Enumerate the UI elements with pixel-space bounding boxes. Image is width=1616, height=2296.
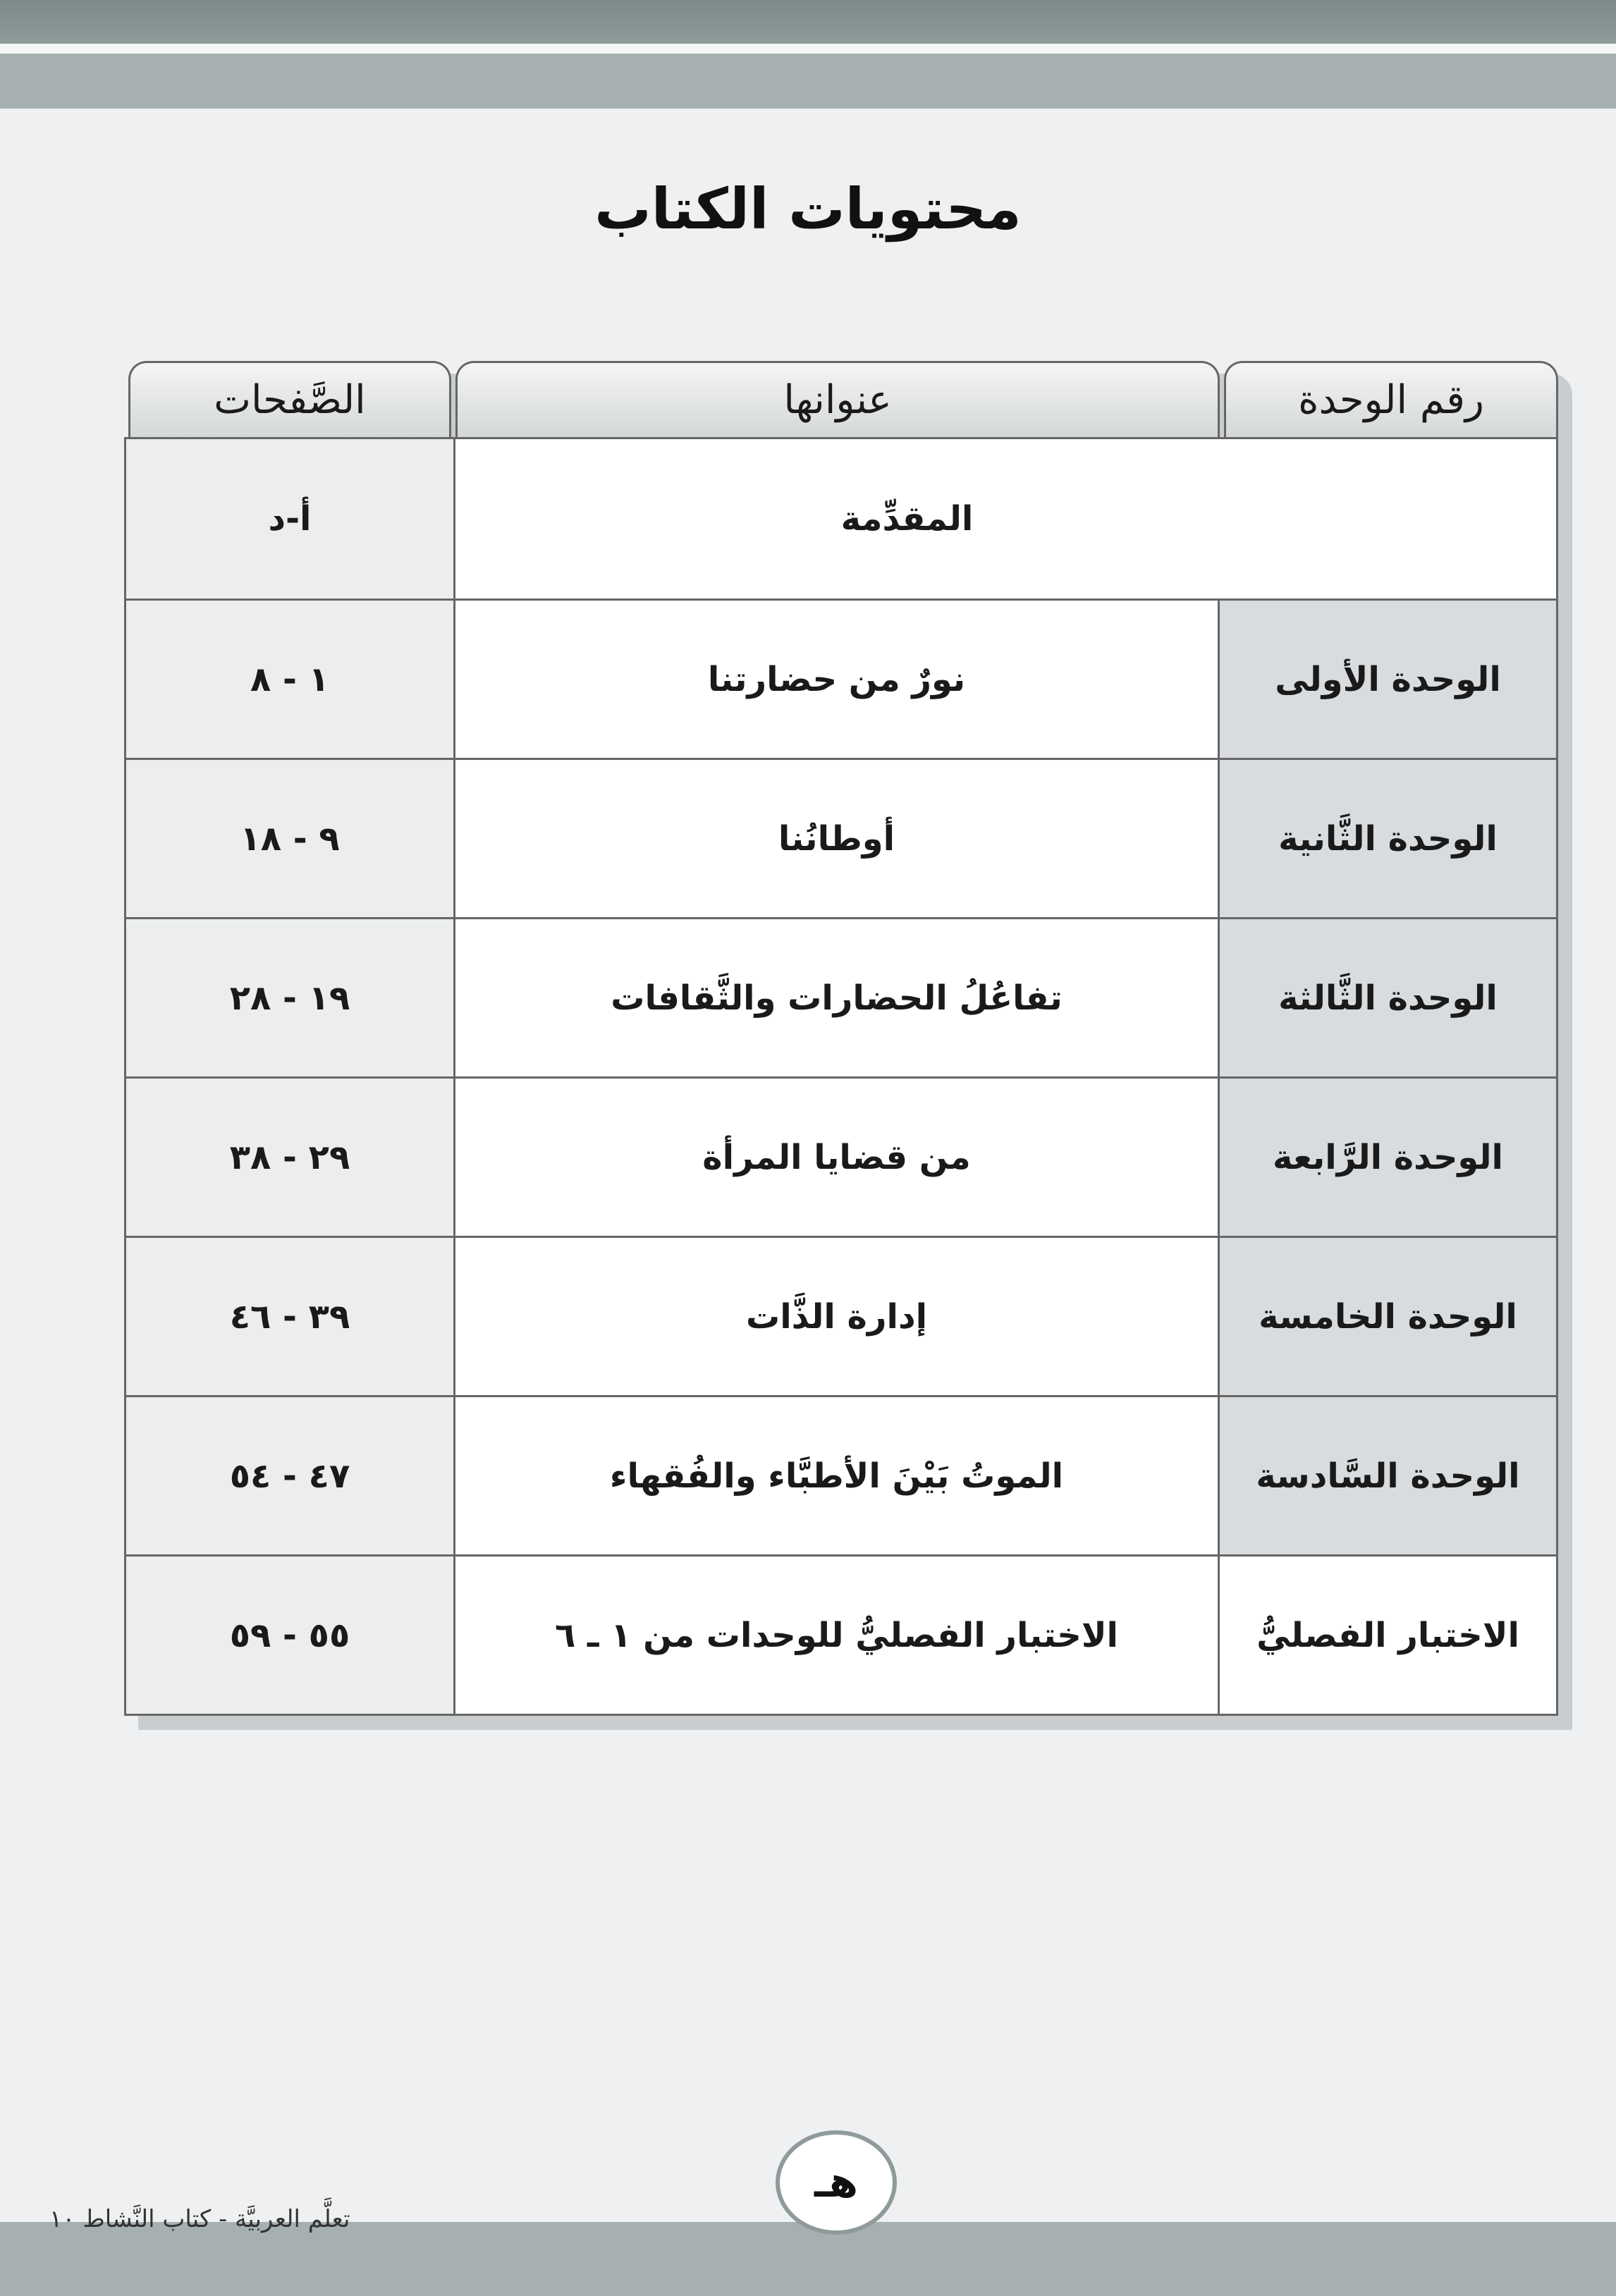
unit-name: الوحدة الثَّانية	[1218, 760, 1556, 917]
table-row	[126, 917, 1556, 1076]
unit-name: الوحدة الخامسة	[1218, 1238, 1556, 1395]
unit-name: الوحدة السَّادسة	[1218, 1397, 1556, 1554]
top-band	[0, 0, 1616, 44]
table-row-intro	[126, 439, 1556, 598]
table-row	[126, 598, 1556, 758]
unit-pages: ١٩ - ٢٨	[126, 919, 453, 1076]
unit-pages: ٥٥ - ٥٩	[126, 1557, 453, 1714]
unit-title: أوطانُنا	[453, 760, 1218, 917]
unit-name: الاختبار الفصليُّ	[1218, 1557, 1556, 1714]
unit-name: الوحدة الثَّالثة	[1218, 919, 1556, 1076]
intro-title: المقدِّمة	[453, 439, 1556, 598]
unit-name: الوحدة الرَّابعة	[1218, 1079, 1556, 1236]
unit-pages: ٤٧ - ٥٤	[126, 1397, 453, 1554]
unit-title: من قضايا المرأة	[453, 1079, 1218, 1236]
top-band-divider	[0, 44, 1616, 54]
unit-name: الوحدة الأولى	[1218, 601, 1556, 758]
header-pages: الصَّفحات	[128, 361, 451, 437]
unit-title: الموتُ بَيْنَ الأطبَّاء والفُقهاء	[453, 1397, 1218, 1554]
page-number-badge: هـ	[776, 2130, 897, 2235]
header-unit: رقم الوحدة	[1224, 361, 1558, 437]
footer-text: تعلَّم العربيَّة - كتاب النَّشاط ١٠	[49, 2205, 350, 2233]
unit-title: تفاعُلُ الحضارات والثَّقافات	[453, 919, 1218, 1076]
table-header-row	[124, 361, 1558, 437]
top-band-secondary	[0, 54, 1616, 109]
table-row	[126, 758, 1556, 917]
table-row	[126, 1395, 1556, 1554]
intro-pages: أ-د	[126, 439, 453, 598]
unit-pages: ٩ - ١٨	[126, 760, 453, 917]
unit-pages: ٢٩ - ٣٨	[126, 1079, 453, 1236]
table-body	[124, 437, 1558, 1716]
header-title: عنوانها	[455, 361, 1220, 437]
table-row	[126, 1554, 1556, 1714]
contents-table	[124, 361, 1558, 1716]
page-title: محتويات الكتاب	[594, 176, 1022, 242]
unit-pages: ١ - ٨	[126, 601, 453, 758]
table-row	[126, 1236, 1556, 1395]
table-row	[126, 1076, 1556, 1236]
unit-title: الاختبار الفصليُّ للوحدات من ١ ـ ٦	[453, 1557, 1218, 1714]
unit-title: نورٌ من حضارتنا	[453, 601, 1218, 758]
unit-title: إدارة الذَّات	[453, 1238, 1218, 1395]
unit-pages: ٣٩ - ٤٦	[126, 1238, 453, 1395]
